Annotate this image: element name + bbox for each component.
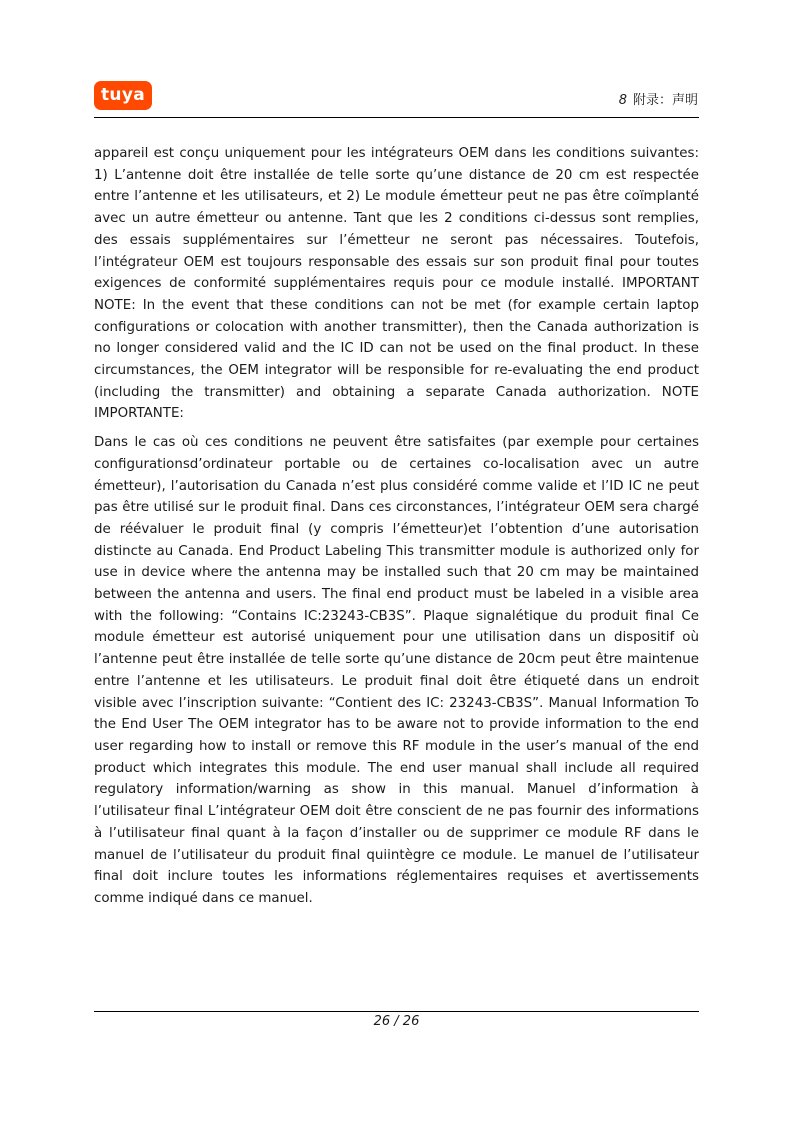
paragraph-1: appareil est conçu uniquement pour les intégrateurs OEM dans les conditions suivantes: 1) L’antenne doit être installée de telle sorte qu’une distance de 20 cm est respectée entre l’antenne et les utilisateurs, et 2) Le module émetteur peut ne pas être coïmplanté avec un autre émetteur ou antenne. Tant que les 2 conditions ci-dessus sont remplies, des essais supplémentaires sur l’émetteur ne seront pas nécessaires. Toutefois, l’intégrateur OEM est toujours responsable des essais sur son produit final pour toutes exigences de conformité supplémentaires requis pour ce module installé. IMPORTANT NOTE: In the event that these conditions can not be met (for example certain laptop configurations or colocation with another transmitter), then the Canada authorization is no longer considered valid and the IC ID can not be used on the final product. In these circumstances, the OEM integrator will be responsible for re-evaluating the end product (including the transmitter) and obtaining a separate Canada authorization. NOTE IMPORTANTE: [94,146,699,422]
header-divider [94,117,699,118]
logo-text: tuya [101,85,145,105]
tuya-logo [94,81,152,110]
section-header [619,89,698,108]
body-text [94,143,699,917]
section-number: 8 [618,93,627,108]
page-number: 26 / 26 [373,1014,420,1029]
footer-divider [94,1011,699,1012]
paragraph-2: Dans le cas où ces conditions ne peuvent être satisfaites (par exemple pour certaines configurationsd’ordinateur portable ou de certaines co-localisation avec un autre émetteur), l’autorisation du Canada n’est plus considéré comme valide et l’ID IC ne peut pas être utilisé sur le produit final. Dans ces circonstances, l’intégrateur OEM sera chargé de réévaluer le produit final (y compris l’émetteur)et l’obtention d’une autorisation distincte au Canada. End Product Labeling This transmitter module is authorized only for use in device where the antenna may be installed such that 20 cm may be maintained between the antenna and users. The final end product must be labeled in a visible area with the following: “Contains IC:23243-CB3S”. Plaque signalétique du produit final Ce module émetteur est autorisé uniquement pour une utilisation dans un dispositif où l’antenne peut être installée de telle sorte qu’une distance de 20cm peut être maintenue entre l’antenne et les utilisateurs. Le produit final doit être étiqueté dans un endroit visible avec l’inscription suivante: “Contient des IC: 23243-CB3S”. Manual Information To the End User The OEM integrator has to be aware not to provide information to the end user regarding how to install or remove this RF module in the user’s manual of the end product which integrates this module. The end user manual shall include all required regulatory information/warning as show in this manual. Manuel d’information à l’utilisateur final L’intégrateur OEM doit être conscient de ne pas fournir des informations à l’utilisateur final quant à la façon d’installer ou de supprimer ce module RF dans le manuel de l’utilisateur du produit final quiintègre ce module. Le manuel de l’utilisateur final doit inclure toutes les informations réglementaires requises et avertissements comme indiqué dans ce manuel. [94,435,699,906]
section-title: 附录：声明 [632,93,698,108]
